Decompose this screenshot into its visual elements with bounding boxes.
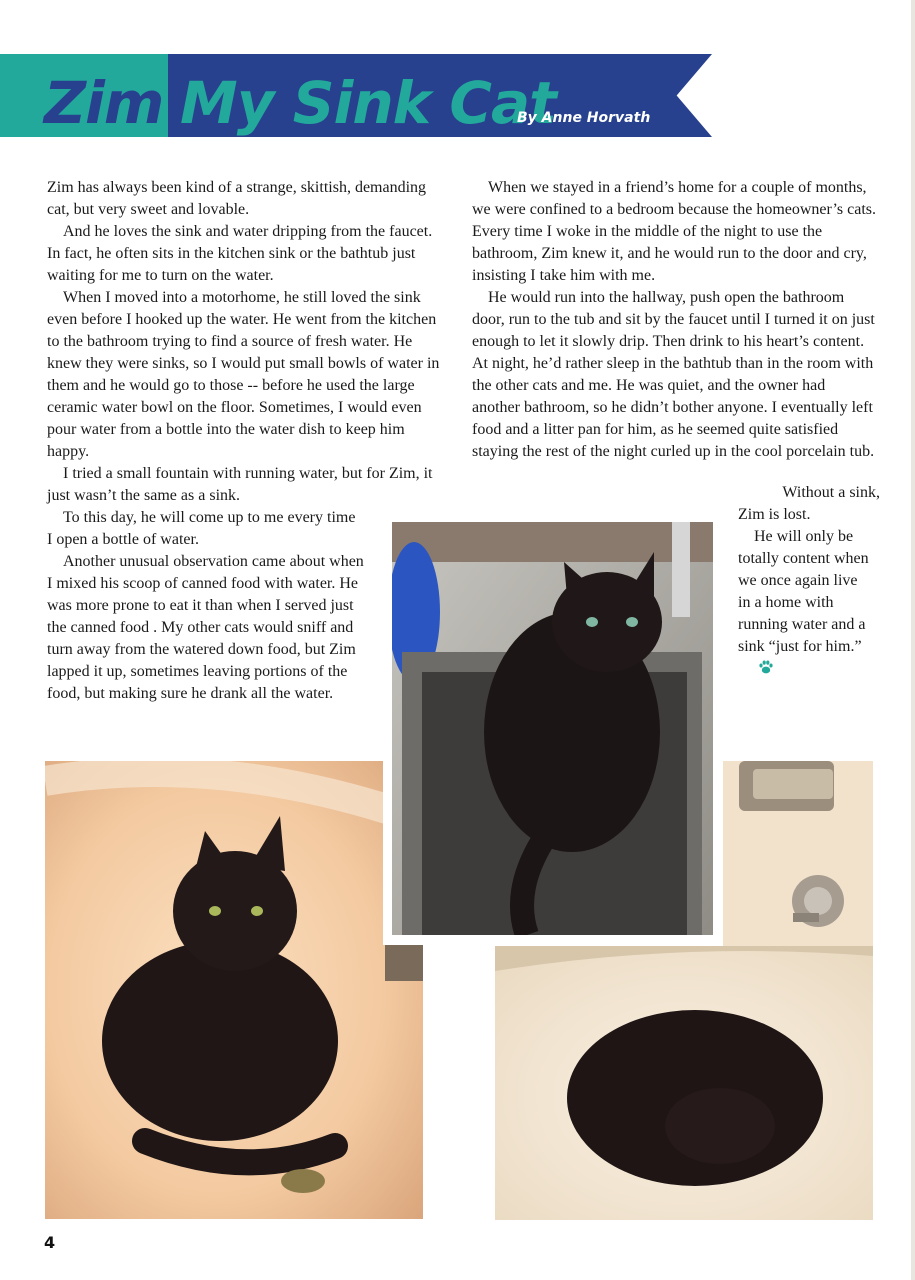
paw-print-icon — [742, 659, 774, 682]
paragraph: He will only be totally content when we once again live in a home with running water and a sink “just for him.” — [738, 528, 869, 655]
paragraph: Without a sink, — [782, 484, 880, 501]
paragraph: Another unusual observation came about when I mixed his scoop of canned food with water. He was more prone to eat it than when I served just the canned food . My other cats would sniff and turn away from the watered down food, but Zim lapped it up, sometimes leaving portions of the food, but making sure he drank all the water. — [47, 553, 364, 702]
byline: By Anne Horvath — [517, 110, 651, 126]
page-edge — [911, 0, 915, 1280]
photo-cat-curled-in-tub — [495, 946, 873, 1220]
page-number: 4 — [44, 1233, 56, 1252]
paragraph: And he loves the sink and water dripping from the faucet. In fact, he often sits in the kitchen sink or the bathtub just waiting for me to turn on the water. — [47, 223, 433, 284]
article-column-3 — [738, 485, 880, 682]
photo-cat-in-kitchen-sink — [392, 522, 713, 935]
paragraph: He would run into the hallway, push open the bathroom door, run to the tub and sit by the faucet until I turned it on just enough to let it slowly drip. Then drink to his heart’s content. At night, he’d rather sleep in the bathtub than in the room with the other cats and me. He was quiet, and the owner had another bathroom, so he didn’t bother anyone. I eventually left food and a litter pan for him, as he seemed quite satisfied staying the rest of the night curled up in the cool porcelain tub. — [472, 289, 875, 460]
article-column-2 — [472, 177, 876, 463]
paragraph: When we stayed in a friend’s home for a couple of months, we were confined to a bedroom because the homeowner’s cats. Every time I woke in the middle of the night to use the bathroom, Zim knew it, and he would run to the door and cry, insisting I take him with me. — [472, 179, 876, 284]
photo-cat-in-bathtub — [45, 761, 423, 1219]
paragraph: To this day, he will come up to me every time I open a bottle of water. — [47, 509, 356, 548]
paragraph: I tried a small fountain with running water, but for Zim, it just wasn’t the same as a sink. — [47, 465, 433, 504]
paragraph: Zim is lost. — [738, 506, 811, 523]
photo-bathtub-faucet — [723, 761, 873, 948]
paragraph: Zim has always been kind of a strange, skittish, demanding cat, but very sweet and lovable. — [47, 179, 427, 218]
title-my-sink-cat: My Sink Cat — [180, 69, 556, 137]
title-zim: Zim — [44, 69, 164, 137]
paragraph: When I moved into a motorhome, he still loved the sink even before I hooked up the water. He went from the kitchen to the bathroom trying to find a source of fresh water. He knew they were sinks, so I would put small bowls of water in them and he would go to those -- before he used the large ceramic water bowl on the floor. Sometimes, I would even pour water from a bottle into the water dish to keep him happy. — [47, 289, 440, 460]
